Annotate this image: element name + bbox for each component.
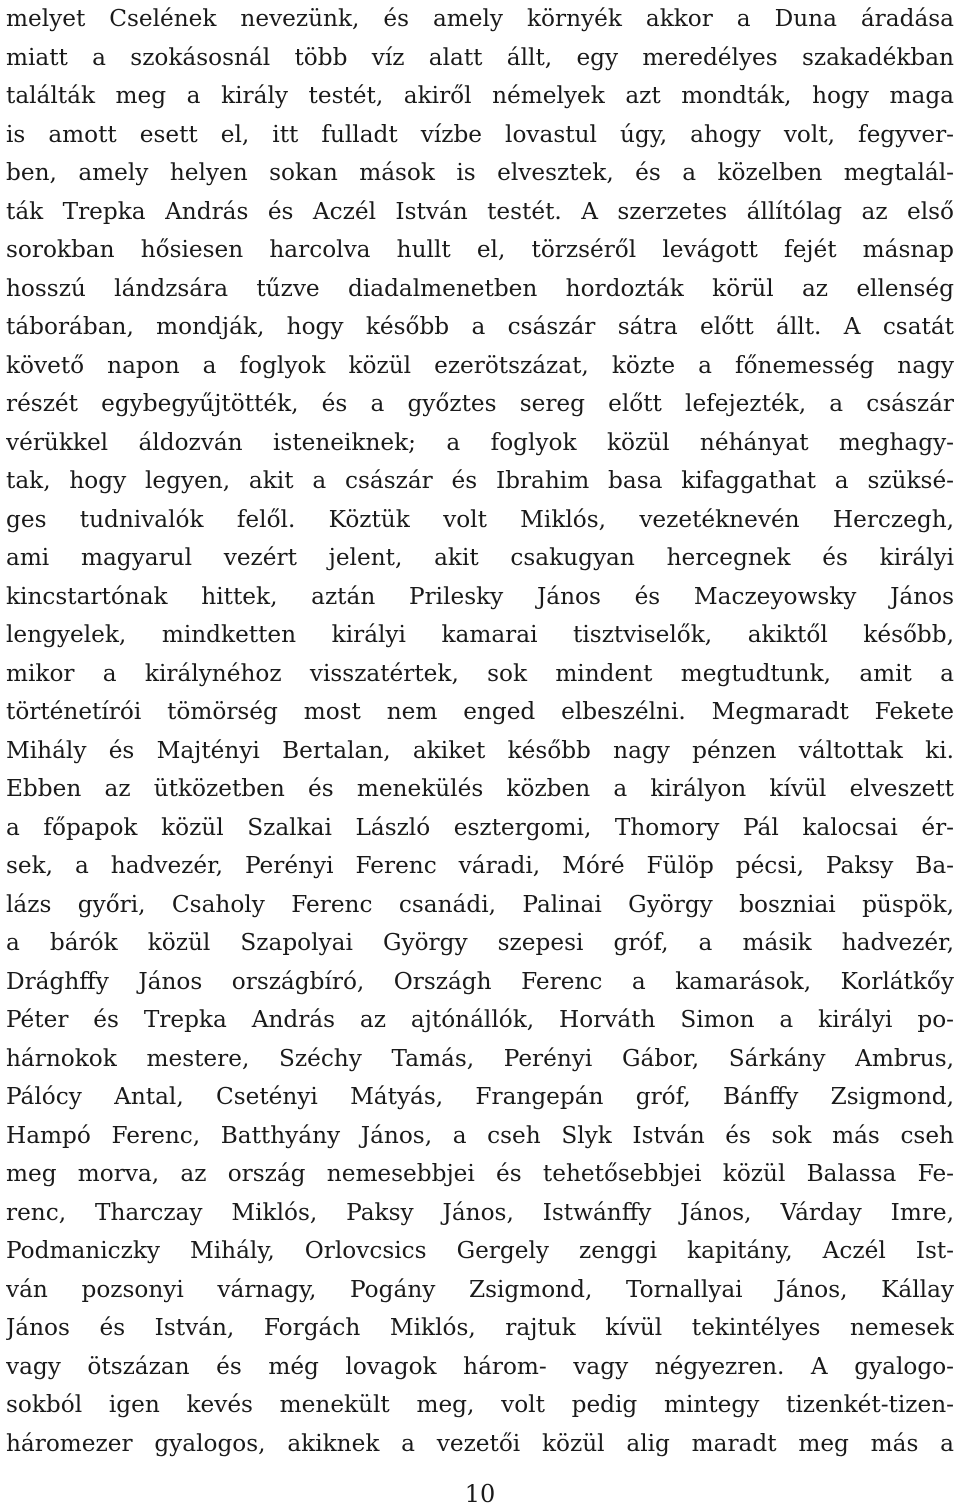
text-line-10: követő napon a foglyok közül ezerötszázat, közte a főnemesség nagy (6, 351, 954, 379)
text-line-31: meg morva, az ország nemesebbjei és tehetősebbjei közül Balassa Fe- (6, 1160, 954, 1187)
text-line-8: hosszú lándzsára tűzve diadalmenetben hordozták körül az ellenség (6, 274, 954, 302)
text-line-19: történetírói tömörség most nem enged elbeszélni. Megmaradt Fekete (6, 698, 954, 725)
document-page (6, 0, 954, 1512)
text-line-3: találták meg a király testét, akiről némelyek azt mondták, hogy maga (6, 82, 954, 109)
text-line-30: Hampó Ferenc, Batthyány János, a cseh Slyk István és sok más cseh (6, 1121, 954, 1149)
text-line-25: a bárók közül Szapolyai György szepesi gróf, a másik hadvezér, (6, 929, 954, 956)
text-line-24: lázs győri, Csaholy Ferenc csanádi, Palinai György boszniai püspök, (6, 890, 954, 918)
text-line-22: a főpapok közül Szalkai László esztergomi, Thomory Pál kalocsai ér- (6, 813, 954, 841)
text-line-12: vérükkel áldozván isteneiknek; a foglyok közül néhányat meghagy- (6, 428, 954, 456)
text-line-34: ván pozsonyi várnagy, Pogány Zsigmond, Tornallyai János, Kállay (6, 1275, 954, 1303)
text-line-1: melyet Cselének nevezünk, és amely környék akkor a Duna áradása (6, 5, 954, 32)
text-line-32: renc, Tharczay Miklós, Paksy János, Istwánffy János, Várday Imre, (6, 1198, 954, 1226)
text-line-9: táborában, mondják, hogy később a császár sátra előtt állt. A csatát (6, 313, 954, 340)
text-line-23: sek, a hadvezér, Perényi Ferenc váradi, Móré Fülöp pécsi, Paksy Ba- (6, 852, 954, 879)
text-line-11: részét egybegyűjtötték, és a győztes sereg előtt lefejezték, a császár (6, 390, 954, 417)
text-line-20: Mihály és Majtényi Bertalan, akiket később nagy pénzen váltottak ki. (6, 736, 954, 764)
text-line-16: kincstartónak hittek, aztán Prilesky János és Maczeyowsky János (6, 582, 954, 610)
text-line-38: háromezer gyalogos, akiknek a vezetői közül alig maradt meg más a (6, 1429, 954, 1457)
text-line-37: sokból igen kevés menekült meg, volt pedig mintegy tizenkét-tizen- (6, 1391, 954, 1418)
text-line-27: Péter és Trepka András az ajtónállók, Horváth Simon a királyi po- (6, 1006, 954, 1033)
text-line-6: ták Trepka András és Aczél István testét. A szerzetes állítólag az első (6, 197, 954, 225)
text-line-18: mikor a királynéhoz visszatértek, sok mindent megtudtunk, amit a (6, 659, 954, 687)
text-line-36: vagy ötszázan és még lovagok három- vagy négyezren. A gyalogo- (6, 1352, 954, 1380)
text-line-28: hárnokok mestere, Széchy Tamás, Perényi Gábor, Sárkány Ambrus, (6, 1044, 954, 1072)
text-line-13: tak, hogy legyen, akit a császár és Ibrahim basa kifaggathat a szüksé- (6, 467, 954, 494)
text-line-26: Drághffy János országbíró, Országh Ferenc a kamarások, Korlátkőy (6, 967, 954, 995)
text-line-2: miatt a szokásosnál több víz alatt állt, egy meredélyes szakadékban (6, 43, 954, 71)
text-line-33: Podmaniczky Mihály, Orlovcsics Gergely zenggi kapitány, Aczél Ist- (6, 1237, 954, 1264)
text-line-35: János és István, Forgách Miklós, rajtuk kívül tekintélyes nemesek (6, 1314, 954, 1341)
text-line-15: ami magyarul vezért jelent, akit csakugyan hercegnek és királyi (6, 544, 954, 571)
text-line-5: ben, amely helyen sokan mások is elvesztek, és a közelben megtalál- (6, 159, 954, 186)
text-line-21: Ebben az ütközetben és menekülés közben a királyon kívül elveszett (6, 775, 954, 802)
text-line-7: sorokban hősiesen harcolva hullt el, törzséről levágott fejét másnap (6, 236, 954, 263)
text-line-4: is amott esett el, itt fulladt vízbe lovastul úgy, ahogy volt, fegyver- (6, 120, 954, 148)
text-line-29: Pálócy Antal, Csetényi Mátyás, Frangepán gróf, Bánffy Zsigmond, (6, 1083, 954, 1110)
text-line-14: ges tudnivalók felől. Köztük volt Miklós, vezetéknevén Herczegh, (6, 505, 954, 533)
text-line-17: lengyelek, mindketten királyi kamarai tisztviselők, akiktől később, (6, 621, 954, 648)
page-number: 10 (464, 1480, 496, 1508)
